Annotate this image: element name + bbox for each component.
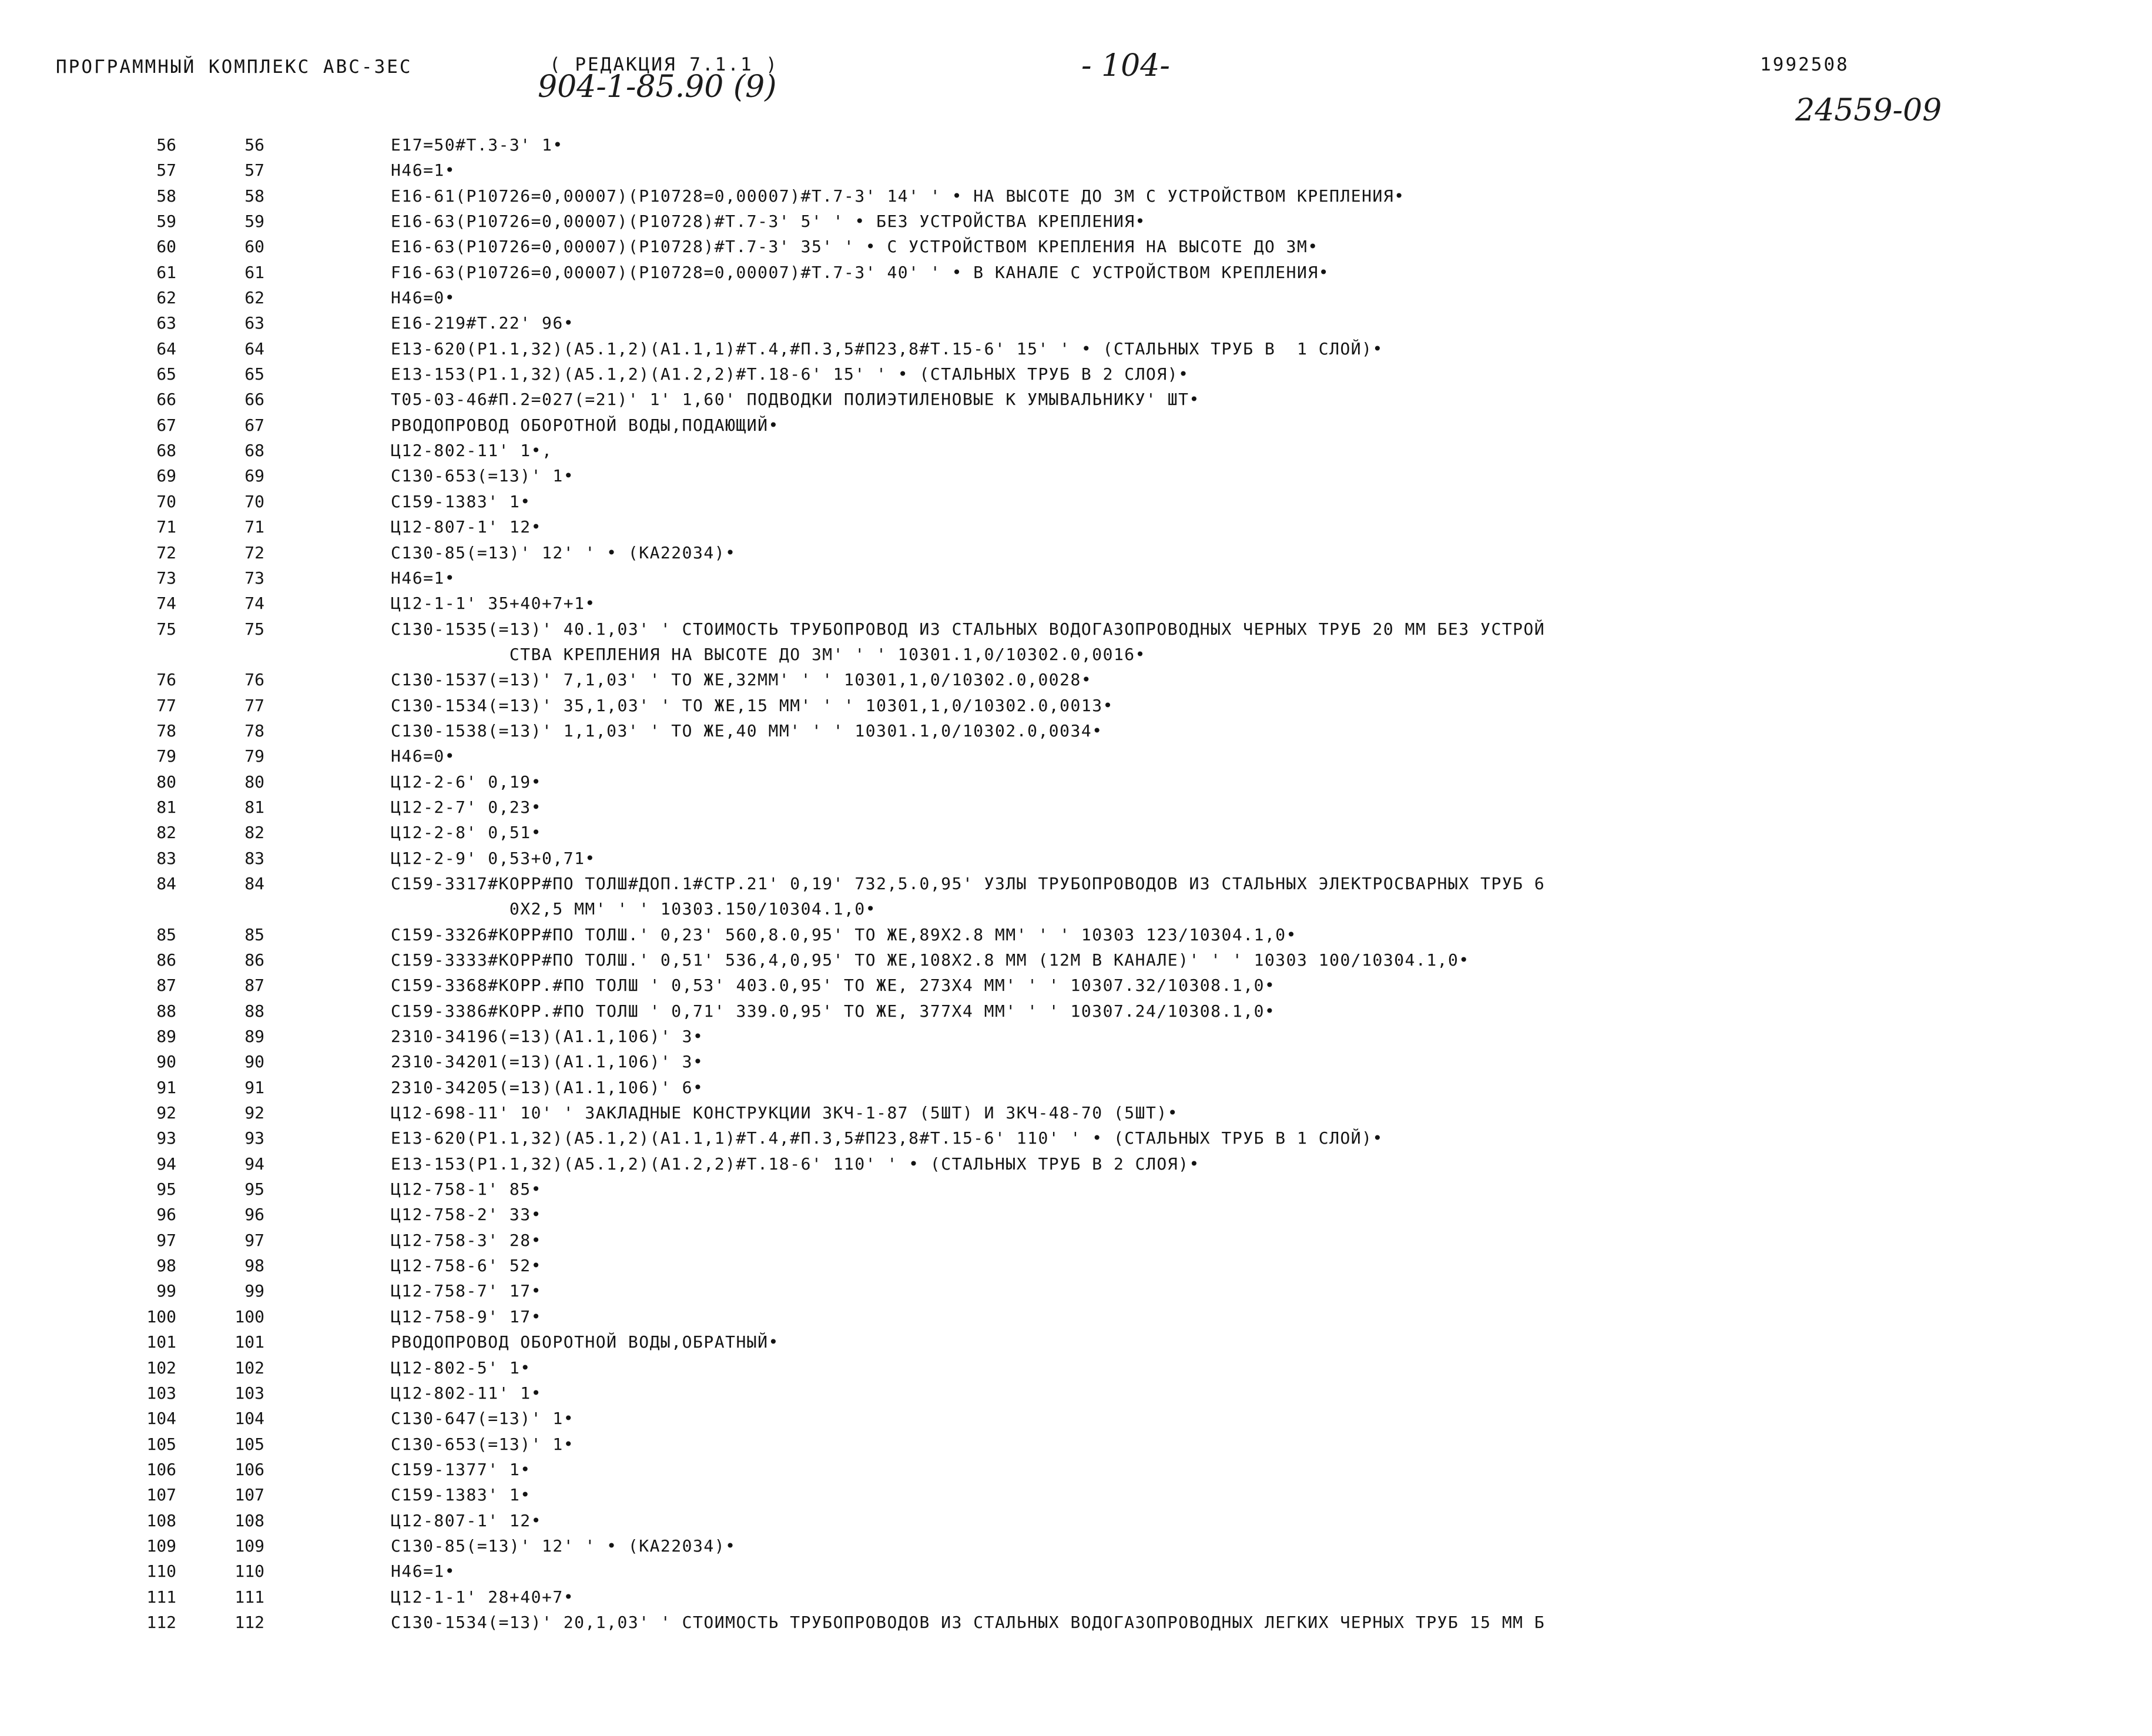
line-number: 67 [156, 415, 176, 435]
line-number: 88 [156, 1001, 176, 1021]
statement-text: Ц12-758-9' 17• [391, 1306, 542, 1326]
statement-number: 94 [244, 1154, 264, 1174]
statement-number: 79 [244, 746, 264, 766]
listing-line [0, 1559, 2152, 1584]
statement-text: E16-63(P10726=0,00007)(P10728)#T.7-3' 5' ' • БЕЗ УСТРОЙСТВА КРЕПЛЕНИЯ• [391, 212, 1147, 232]
statement-number: 96 [244, 1205, 264, 1225]
statement-number: 105 [234, 1434, 264, 1454]
statement-number: 84 [244, 873, 264, 893]
listing-line [0, 947, 2152, 973]
listing-line [0, 591, 2152, 616]
listing-line [0, 871, 2152, 896]
listing-line [0, 310, 2152, 336]
line-number: 69 [156, 466, 176, 486]
handwritten-doc-number: 904-1-85.90 (9) [538, 69, 777, 105]
statement-number: 92 [244, 1103, 264, 1123]
statement-number: 95 [244, 1179, 264, 1199]
statement-text: E13-620(P1.1,32)(A5.1,2)(A1.1,1)#T.4,#П.3,5#П23,8#T.15-6' 110' ' • (СТАЛЬНЫХ ТРУБ В 1 СЛОЙ)• [391, 1128, 1383, 1148]
statement-number: 83 [244, 848, 264, 868]
statement-number: 90 [244, 1052, 264, 1072]
statement-number: 74 [244, 594, 264, 614]
listing-line [0, 1151, 2152, 1177]
statement-number: 60 [244, 237, 264, 257]
line-number: 81 [156, 797, 176, 817]
statement-text: C130-1538(=13)' 1,1,03' ' ТО ЖЕ,40 ММ' ' ' 10301.1,0/10302.0,0034• [391, 720, 1103, 740]
line-number: 95 [156, 1179, 176, 1199]
code-listing [0, 132, 2152, 1635]
listing-line [0, 1508, 2152, 1533]
listing-line [0, 1584, 2152, 1610]
listing-line [0, 1304, 2152, 1329]
line-number: 96 [156, 1205, 176, 1225]
statement-number: 97 [244, 1230, 264, 1250]
statement-number: 99 [244, 1281, 264, 1301]
statement-text: E16-61(P10726=0,00007)(P10728=0,00007)#T.7-3' 14' ' • НА ВЫСОТЕ ДО 3М С УСТРОЙСТВОМ КРЕПЛЕНИЯ• [391, 186, 1405, 206]
line-number: 103 [146, 1383, 176, 1403]
statement-number: 66 [244, 390, 264, 410]
line-number: 74 [156, 594, 176, 614]
line-number: 75 [156, 619, 176, 639]
line-number: 94 [156, 1154, 176, 1174]
statement-text: РВОДОПРОВОД ОБОРОТНОЙ ВОДЫ,ОБРАТНЫЙ• [391, 1332, 779, 1352]
statement-text: C130-1534(=13)' 20,1,03' ' СТОИМОСТЬ ТРУБОПРОВОДОВ ИЗ СТАЛЬНЫХ ВОДОГАЗОПРОВОДНЫХ ЛЕГКИХ ЧЕРНЫХ ТРУБ 15 ММ Б [391, 1612, 1546, 1632]
line-number: 110 [146, 1561, 176, 1581]
line-number: 109 [146, 1536, 176, 1556]
listing-line [0, 209, 2152, 234]
statement-text: Ц12-2-9' 0,53+0,71• [391, 848, 596, 868]
statement-text: C130-1534(=13)' 35,1,03' ' ТО ЖЕ,15 ММ' ' ' 10301,1,0/10302.0,0013• [391, 695, 1114, 715]
listing-line [0, 1202, 2152, 1227]
statement-number: 102 [234, 1358, 264, 1378]
line-number: 85 [156, 924, 176, 944]
statement-number: 101 [234, 1332, 264, 1352]
line-number: 107 [146, 1485, 176, 1505]
listing-line [0, 896, 2152, 921]
statement-number: 86 [244, 950, 264, 970]
statement-text: Ц12-758-3' 28• [391, 1230, 542, 1250]
statement-text: Ц12-807-1' 12• [391, 1510, 542, 1530]
statement-text: C159-1383' 1• [391, 1485, 531, 1505]
statement-text: C130-1535(=13)' 40.1,03' ' СТОИМОСТЬ ТРУБОПРОВОД ИЗ СТАЛЬНЫХ ВОДОГАЗОПРОВОДНЫХ ЧЕРНЫХ ТРУБ 20 ММ БЕЗ УСТРОЙ [391, 619, 1546, 639]
line-number: 58 [156, 186, 176, 206]
listing-line [0, 795, 2152, 820]
statement-text: Ц12-758-6' 52• [391, 1256, 542, 1276]
statement-text: H46=1• [391, 1561, 456, 1581]
statement-number: 71 [244, 517, 264, 537]
listing-line [0, 667, 2152, 692]
listing-line [0, 1253, 2152, 1278]
listing-line [0, 260, 2152, 285]
statement-text: Ц12-758-1' 85• [391, 1179, 542, 1199]
statement-text: СТВА КРЕПЛЕНИЯ НА ВЫСОТЕ ДО 3М' ' ' 10301.1,0/10302.0,0016• [391, 644, 1147, 664]
statement-number: 108 [234, 1510, 264, 1530]
statement-number: 64 [244, 339, 264, 358]
line-number: 72 [156, 542, 176, 562]
listing-line [0, 1457, 2152, 1482]
statement-number: 88 [244, 1001, 264, 1021]
line-number: 105 [146, 1434, 176, 1454]
line-number: 112 [146, 1612, 176, 1632]
listing-line [0, 157, 2152, 183]
statement-number: 62 [244, 288, 264, 308]
listing-line [0, 285, 2152, 310]
listing-line [0, 846, 2152, 871]
listing-line [0, 413, 2152, 438]
statement-text: C130-647(=13)' 1• [391, 1409, 575, 1429]
line-number: 68 [156, 441, 176, 461]
statement-number: 63 [244, 313, 264, 333]
listing-line [0, 565, 2152, 591]
statement-text: E13-620(P1.1,32)(A5.1,2)(A1.1,1)#T.4,#П.3,5#П23,8#T.15-6' 15' ' • (СТАЛЬНЫХ ТРУБ В 1 СЛОЙ)• [391, 339, 1383, 358]
statement-text: C159-3333#КОРР#ПО ТОЛШ.' 0,51' 536,4,0,95' ТО ЖЕ,108X2.8 ММ (12М В КАНАЛЕ)' ' ' 10303 100/10304.1,0• [391, 950, 1470, 970]
line-number: 97 [156, 1230, 176, 1250]
line-number: 70 [156, 491, 176, 511]
listing-line [0, 1075, 2152, 1100]
statement-number: 70 [244, 491, 264, 511]
listing-line [0, 1278, 2152, 1303]
listing-line [0, 540, 2152, 565]
statement-text: 0X2,5 ММ' ' ' 10303.150/10304.1,0• [391, 899, 877, 919]
statement-number: 80 [244, 772, 264, 792]
statement-text: РВОДОПРОВОД ОБОРОТНОЙ ВОДЫ,ПОДАЮЩИЙ• [391, 415, 779, 435]
line-number: 64 [156, 339, 176, 358]
statement-number: 68 [244, 441, 264, 461]
line-number: 78 [156, 720, 176, 740]
statement-text: E16-219#T.22' 96• [391, 313, 575, 333]
line-number: 89 [156, 1027, 176, 1047]
statement-number: 112 [234, 1612, 264, 1632]
statement-text: H46=0• [391, 746, 456, 766]
line-number: 66 [156, 390, 176, 410]
listing-line [0, 1177, 2152, 1202]
statement-text: Ц12-698-11' 10' ' ЗАКЛАДНЫЕ КОНСТРУКЦИИ ЗКЧ-1-87 (5ШТ) И ЗКЧ-48-70 (5ШТ)• [391, 1103, 1179, 1123]
line-number: 91 [156, 1077, 176, 1097]
statement-text: Ц12-802-5' 1• [391, 1358, 531, 1378]
listing-line [0, 1329, 2152, 1355]
statement-text: Ц12-802-11' 1• [391, 1383, 542, 1403]
statement-text: Ц12-807-1' 12• [391, 517, 542, 537]
listing-line [0, 718, 2152, 743]
statement-number: 69 [244, 466, 264, 486]
line-number: 111 [146, 1587, 176, 1607]
statement-number: 107 [234, 1485, 264, 1505]
statement-number: 106 [234, 1459, 264, 1479]
statement-text: Ц12-802-11' 1•, [391, 441, 553, 461]
statement-text: E13-153(P1.1,32)(A5.1,2)(A1.2,2)#T.18-6' 15' ' • (СТАЛЬНЫХ ТРУБ В 2 СЛОЯ)• [391, 364, 1189, 384]
statement-number: 78 [244, 720, 264, 740]
statement-text: 2310-34196(=13)(A1.1,106)' 3• [391, 1027, 704, 1047]
statement-text: C159-1383' 1• [391, 491, 531, 511]
listing-line [0, 1380, 2152, 1406]
statement-text: Ц12-758-7' 17• [391, 1281, 542, 1301]
statement-number: 93 [244, 1128, 264, 1148]
listing-line [0, 616, 2152, 642]
statement-number: 111 [234, 1587, 264, 1607]
statement-number: 72 [244, 542, 264, 562]
line-number: 98 [156, 1256, 176, 1276]
line-number: 86 [156, 950, 176, 970]
listing-line [0, 693, 2152, 718]
statement-number: 104 [234, 1409, 264, 1429]
line-number: 56 [156, 135, 176, 155]
statement-text: Ц12-2-7' 0,23• [391, 797, 542, 817]
line-number: 73 [156, 568, 176, 588]
statement-number: 67 [244, 415, 264, 435]
statement-text: F16-63(P10726=0,00007)(P10728=0,00007)#T.7-3' 40' ' • В КАНАЛЕ С УСТРОЙСТВОМ КРЕПЛЕНИЯ• [391, 262, 1330, 282]
listing-line [0, 1610, 2152, 1635]
statement-number: 87 [244, 976, 264, 996]
statement-number: 58 [244, 186, 264, 206]
statement-text: C159-3326#КОРР#ПО ТОЛШ.' 0,23' 560,8.0,95' ТО ЖЕ,89X2.8 ММ' ' ' 10303 123/10304.1,0• [391, 924, 1298, 944]
listing-line [0, 922, 2152, 947]
line-number: 77 [156, 695, 176, 715]
listing-line [0, 769, 2152, 795]
statement-number: 100 [234, 1306, 264, 1326]
statement-number: 89 [244, 1027, 264, 1047]
statement-number: 110 [234, 1561, 264, 1581]
listing-line [0, 1100, 2152, 1125]
statement-text: H46=1• [391, 160, 456, 180]
listing-line [0, 820, 2152, 845]
statement-text: Ц12-758-2' 33• [391, 1205, 542, 1225]
statement-text: C130-653(=13)' 1• [391, 466, 575, 486]
program-title: ПРОГРАММНЫЙ КОМПЛЕКС АВС-ЗЕС [56, 56, 413, 78]
statement-number: 61 [244, 262, 264, 282]
listing-line [0, 1406, 2152, 1431]
listing-line [0, 1482, 2152, 1507]
statement-number: 59 [244, 212, 264, 232]
listing-line [0, 1024, 2152, 1049]
listing-line [0, 387, 2152, 412]
listing-line [0, 743, 2152, 769]
statement-text: C130-85(=13)' 12' ' • (KA22034)• [391, 542, 736, 562]
statement-number: 85 [244, 924, 264, 944]
statement-number: 109 [234, 1536, 264, 1556]
line-number: 62 [156, 288, 176, 308]
listing-line [0, 438, 2152, 463]
listing-line [0, 973, 2152, 998]
listing-line [0, 183, 2152, 209]
line-number: 108 [146, 1510, 176, 1530]
listing-line [0, 1228, 2152, 1253]
listing-line [0, 463, 2152, 488]
line-number: 104 [146, 1409, 176, 1429]
listing-line [0, 1533, 2152, 1559]
line-number: 101 [146, 1332, 176, 1352]
statement-text: Ц12-1-1' 28+40+7• [391, 1587, 575, 1607]
statement-text: 2310-34205(=13)(A1.1,106)' 6• [391, 1077, 704, 1097]
statement-text: C130-85(=13)' 12' ' • (KA22034)• [391, 1536, 736, 1556]
line-number: 84 [156, 873, 176, 893]
line-number: 65 [156, 364, 176, 384]
statement-number: 82 [244, 823, 264, 843]
listing-line [0, 361, 2152, 387]
listing-line [0, 132, 2152, 157]
statement-number: 75 [244, 619, 264, 639]
statement-number: 91 [244, 1077, 264, 1097]
statement-number: 65 [244, 364, 264, 384]
listing-line [0, 336, 2152, 361]
line-number: 63 [156, 313, 176, 333]
line-number: 79 [156, 746, 176, 766]
listing-line [0, 489, 2152, 514]
listing-line [0, 642, 2152, 667]
line-number: 61 [156, 262, 176, 282]
statement-number: 56 [244, 135, 264, 155]
statement-text: H46=0• [391, 288, 456, 308]
statement-text: C159-3368#КОРР.#ПО ТОЛШ ' 0,53' 403.0,95' ТО ЖЕ, 273X4 ММ' ' ' 10307.32/10308.1,0• [391, 976, 1276, 996]
statement-number: 103 [234, 1383, 264, 1403]
listing-line [0, 1432, 2152, 1457]
statement-number: 76 [244, 670, 264, 690]
listing-line [0, 234, 2152, 259]
statement-number: 81 [244, 797, 264, 817]
line-number: 106 [146, 1459, 176, 1479]
statement-text: C130-1537(=13)' 7,1,03' ' ТО ЖЕ,32ММ' ' ' 10301,1,0/10302.0,0028• [391, 670, 1092, 690]
statement-number: 98 [244, 1256, 264, 1276]
line-number: 80 [156, 772, 176, 792]
statement-number: 57 [244, 160, 264, 180]
statement-number: 73 [244, 568, 264, 588]
statement-text: E17=50#T.3-3' 1• [391, 135, 564, 155]
listing-line [0, 1355, 2152, 1380]
line-number: 60 [156, 237, 176, 257]
document-number: 1992508 [1760, 54, 1849, 75]
listing-line [0, 514, 2152, 539]
statement-text: H46=1• [391, 568, 456, 588]
statement-text: C159-3317#КОРР#ПО ТОЛШ#ДОП.1#СТР.21' 0,19' 732,5.0,95' УЗЛЫ ТРУБОПРОВОДОВ ИЗ СТАЛЬНЫХ ЭЛЕКТРОСВАРНЫХ ТРУБ 6 [391, 873, 1546, 893]
line-number: 102 [146, 1358, 176, 1378]
statement-text: T05-03-46#П.2=027(=21)' 1' 1,60' ПОДВОДКИ ПОЛИЭТИЛЕНОВЫЕ К УМЫВАЛЬНИКУ' ШТ• [391, 390, 1200, 410]
statement-text: C159-1377' 1• [391, 1459, 531, 1479]
listing-line [0, 1049, 2152, 1074]
line-number: 100 [146, 1306, 176, 1326]
statement-number: 77 [244, 695, 264, 715]
statement-text: E16-63(P10726=0,00007)(P10728)#T.7-3' 35' ' • С УСТРОЙСТВОМ КРЕПЛЕНИЯ НА ВЫСОТЕ ДО 3М• [391, 237, 1319, 257]
line-number: 93 [156, 1128, 176, 1148]
line-number: 90 [156, 1052, 176, 1072]
statement-text: E13-153(P1.1,32)(A5.1,2)(A1.2,2)#T.18-6' 110' ' • (СТАЛЬНЫХ ТРУБ В 2 СЛОЯ)• [391, 1154, 1200, 1174]
line-number: 59 [156, 212, 176, 232]
line-number: 83 [156, 848, 176, 868]
statement-text: Ц12-2-6' 0,19• [391, 772, 542, 792]
line-number: 92 [156, 1103, 176, 1123]
statement-text: C159-3386#КОРР.#ПО ТОЛШ ' 0,71' 339.0,95' ТО ЖЕ, 377X4 ММ' ' ' 10307.24/10308.1,0• [391, 1001, 1276, 1021]
line-number: 76 [156, 670, 176, 690]
line-number: 71 [156, 517, 176, 537]
handwritten-code: 24559-09 [1795, 93, 1942, 128]
statement-text: C130-653(=13)' 1• [391, 1434, 575, 1454]
line-number: 82 [156, 823, 176, 843]
handwritten-page-number: - 104- [1081, 48, 1170, 83]
edition-label: ( РЕДАКЦИЯ 7.1.1 ) [549, 54, 779, 75]
line-number: 87 [156, 976, 176, 996]
line-number: 57 [156, 160, 176, 180]
listing-line [0, 1125, 2152, 1151]
listing-line [0, 998, 2152, 1024]
statement-text: Ц12-1-1' 35+40+7+1• [391, 594, 596, 614]
statement-text: Ц12-2-8' 0,51• [391, 823, 542, 843]
statement-text: 2310-34201(=13)(A1.1,106)' 3• [391, 1052, 704, 1072]
line-number: 99 [156, 1281, 176, 1301]
